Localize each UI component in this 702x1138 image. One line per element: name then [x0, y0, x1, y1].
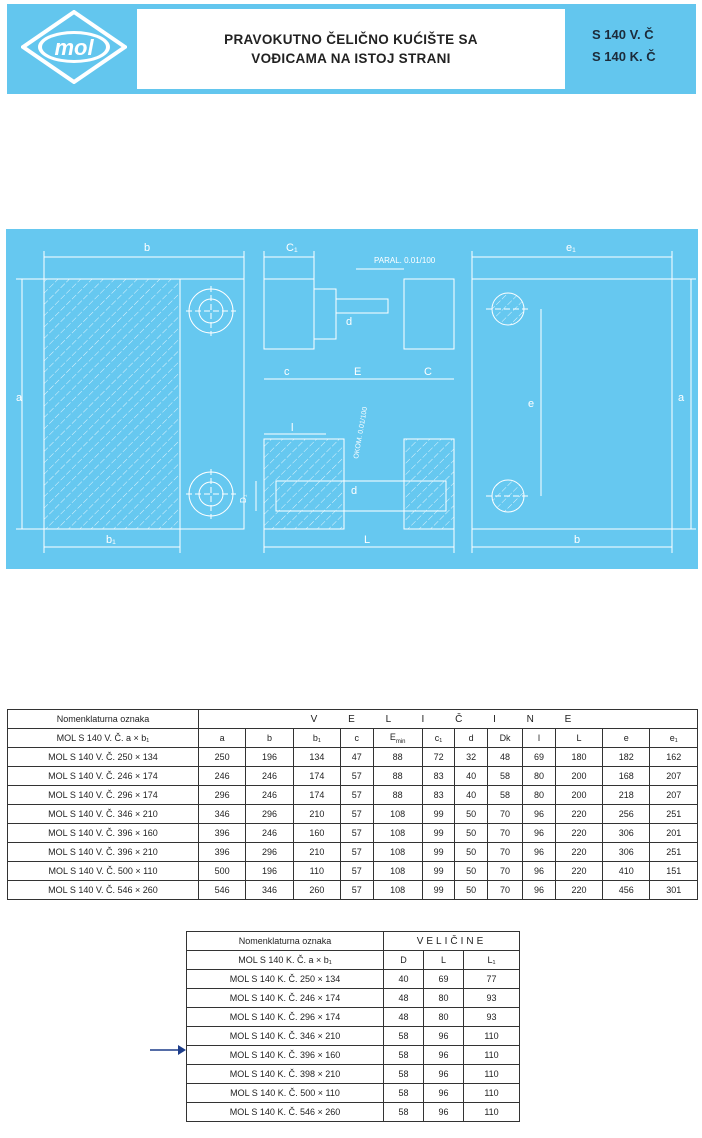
table-row — [187, 1084, 520, 1103]
cell-value: 250 — [199, 748, 246, 767]
table1-col-header: L — [555, 729, 602, 748]
dim-b: b — [144, 242, 151, 254]
cell-value: 251 — [650, 805, 698, 824]
cell-value: 207 — [650, 786, 698, 805]
cell-value: 110 — [293, 862, 340, 881]
okom-note: OKOM. 0.01/100 — [353, 406, 370, 460]
dim-c: c — [284, 366, 290, 378]
cell-value: 110 — [464, 1103, 520, 1122]
dim-b1: b₁ — [106, 534, 116, 546]
table1-col-header: e — [603, 729, 650, 748]
cell-value: 70 — [487, 862, 522, 881]
table-row — [8, 843, 698, 862]
cell-value: 246 — [246, 786, 293, 805]
cell-value: 108 — [373, 862, 422, 881]
cell-value: 99 — [422, 805, 455, 824]
cell-value: 40 — [455, 786, 488, 805]
row-name: MOL S 140 V. Č. 500 × 110 — [8, 862, 199, 881]
cell-value: 96 — [523, 805, 556, 824]
table-s140-vc — [7, 709, 698, 900]
table1-name-header: Nomenklaturna oznaka — [8, 710, 199, 729]
cell-value: 70 — [487, 805, 522, 824]
table-row — [8, 748, 698, 767]
cell-value: 296 — [199, 786, 246, 805]
cell-value: 96 — [424, 1103, 464, 1122]
pointer-arrow-icon — [150, 1044, 186, 1056]
cell-value: 110 — [464, 1046, 520, 1065]
cell-value: 200 — [555, 786, 602, 805]
cell-value: 220 — [555, 881, 602, 900]
cell-value: 246 — [199, 767, 246, 786]
dim-a: a — [16, 392, 23, 404]
cell-value: 80 — [523, 786, 556, 805]
cell-value: 83 — [422, 786, 455, 805]
cell-value: 57 — [341, 881, 374, 900]
dim-d-top: d — [346, 316, 353, 328]
table-row — [8, 824, 698, 843]
cell-value: 246 — [246, 767, 293, 786]
cell-value: 72 — [422, 748, 455, 767]
cell-value: 70 — [487, 881, 522, 900]
cell-value: 180 — [555, 748, 602, 767]
cell-value: 80 — [424, 1008, 464, 1027]
cell-value: 96 — [523, 824, 556, 843]
cell-value: 110 — [464, 1084, 520, 1103]
table2-col-header: L₁ — [464, 951, 520, 970]
cell-value: 69 — [424, 970, 464, 989]
table-row — [187, 1008, 520, 1027]
table1-col-header: a — [199, 729, 246, 748]
table-row — [187, 1065, 520, 1084]
cell-value: 396 — [199, 824, 246, 843]
cell-value: 296 — [246, 843, 293, 862]
cell-value: 48 — [384, 989, 424, 1008]
cell-value: 48 — [384, 1008, 424, 1027]
row-name: MOL S 140 K. Č. 396 × 160 — [187, 1046, 384, 1065]
cell-value: 200 — [555, 767, 602, 786]
table1-group-header: V E L I Č I N E — [199, 710, 698, 729]
table-row — [187, 1103, 520, 1122]
cell-value: 58 — [384, 1027, 424, 1046]
table-s140-kc — [186, 931, 520, 1122]
dim-L: L — [364, 534, 371, 546]
cell-value: 50 — [455, 862, 488, 881]
cell-value: 210 — [293, 843, 340, 862]
cell-value: 50 — [455, 881, 488, 900]
cell-value: 220 — [555, 824, 602, 843]
cell-value: 174 — [293, 786, 340, 805]
dim-E: E — [354, 366, 362, 378]
dim-d-bottom: d — [351, 485, 358, 497]
dim-a-right: a — [678, 392, 685, 404]
table1-col-header: b — [246, 729, 293, 748]
cell-value: 110 — [464, 1065, 520, 1084]
cell-value: 77 — [464, 970, 520, 989]
cell-value: 96 — [424, 1027, 464, 1046]
right-view — [472, 251, 696, 553]
cell-value: 96 — [523, 881, 556, 900]
cell-value: 69 — [523, 748, 556, 767]
cell-value: 196 — [246, 748, 293, 767]
cell-value: 58 — [487, 786, 522, 805]
cell-value: 57 — [341, 786, 374, 805]
row-name: MOL S 140 V. Č. 346 × 210 — [8, 805, 199, 824]
mol-logo-icon — [21, 10, 127, 84]
cell-value: 151 — [650, 862, 698, 881]
table1-col-header — [373, 729, 422, 748]
row-name: MOL S 140 V. Č. 246 × 174 — [8, 767, 199, 786]
cell-value: 50 — [455, 843, 488, 862]
table-row — [8, 786, 698, 805]
cell-value: 80 — [523, 767, 556, 786]
table1-col-header: c — [341, 729, 374, 748]
cell-value: 58 — [384, 1046, 424, 1065]
cell-value: 57 — [341, 824, 374, 843]
paral-note: PARAL. 0.01/100 — [374, 256, 436, 265]
col-E-label: E — [389, 731, 396, 742]
cell-value: 96 — [424, 1084, 464, 1103]
code-k: S 140 K. Č — [592, 49, 656, 64]
table-row — [8, 805, 698, 824]
cell-value: 108 — [373, 843, 422, 862]
cell-value: 70 — [487, 824, 522, 843]
cell-value: 80 — [424, 989, 464, 1008]
cell-value: 346 — [199, 805, 246, 824]
table1-subheader: MOL S 140 V. Č. a × b₁ — [8, 729, 199, 748]
row-name: MOL S 140 K. Č. 246 × 174 — [187, 989, 384, 1008]
table2-group-header: VELIČINE — [384, 932, 520, 951]
cell-value: 40 — [455, 767, 488, 786]
code-v: S 140 V. Č — [592, 27, 654, 42]
table1-col-header: b₁ — [293, 729, 340, 748]
title-box — [137, 9, 565, 89]
cell-value: 32 — [455, 748, 488, 767]
cell-value: 70 — [487, 843, 522, 862]
row-name: MOL S 140 K. Č. 346 × 210 — [187, 1027, 384, 1046]
cell-value: 220 — [555, 843, 602, 862]
title-line-1: PRAVOKUTNO ČELIČNO KUĆIŠTE SA — [224, 32, 478, 47]
cell-value: 88 — [373, 786, 422, 805]
row-name: MOL S 140 K. Č. 250 × 134 — [187, 970, 384, 989]
cell-value: 99 — [422, 862, 455, 881]
row-name: MOL S 140 V. Č. 546 × 260 — [8, 881, 199, 900]
cell-value: 83 — [422, 767, 455, 786]
cell-value: 58 — [384, 1084, 424, 1103]
cell-value: 306 — [603, 843, 650, 862]
cell-value: 57 — [341, 767, 374, 786]
cell-value: 134 — [293, 748, 340, 767]
table1-col-header: d — [455, 729, 488, 748]
cell-value: 108 — [373, 881, 422, 900]
table1-col-header: c₁ — [422, 729, 455, 748]
row-name: MOL S 140 V. Č. 396 × 160 — [8, 824, 199, 843]
row-name: MOL S 140 K. Č. 546 × 260 — [187, 1103, 384, 1122]
header-band — [7, 4, 696, 94]
cell-value: 207 — [650, 767, 698, 786]
cell-value: 108 — [373, 805, 422, 824]
cell-value: 306 — [603, 824, 650, 843]
dim-b-right: b — [574, 534, 581, 546]
cell-value: 201 — [650, 824, 698, 843]
dim-e: e — [528, 398, 535, 410]
cell-value: 396 — [199, 843, 246, 862]
cell-value: 57 — [341, 862, 374, 881]
cell-value: 296 — [246, 805, 293, 824]
cell-value: 48 — [487, 748, 522, 767]
cell-value: 96 — [523, 862, 556, 881]
cell-value: 346 — [246, 881, 293, 900]
cell-value: 168 — [603, 767, 650, 786]
cell-value: 301 — [650, 881, 698, 900]
cell-value: 196 — [246, 862, 293, 881]
row-name: MOL S 140 V. Č. 396 × 210 — [8, 843, 199, 862]
cell-value: 182 — [603, 748, 650, 767]
dim-D1: D₁ — [239, 494, 248, 503]
row-name: MOL S 140 V. Č. 296 × 174 — [8, 786, 199, 805]
cell-value: 220 — [555, 805, 602, 824]
cell-value: 96 — [523, 843, 556, 862]
table-row — [187, 989, 520, 1008]
row-name: MOL S 140 V. Č. 250 × 134 — [8, 748, 199, 767]
side-view — [256, 251, 454, 553]
cell-value: 410 — [603, 862, 650, 881]
cell-value: 218 — [603, 786, 650, 805]
cell-value: 93 — [464, 989, 520, 1008]
cell-value: 50 — [455, 805, 488, 824]
cell-value: 58 — [384, 1065, 424, 1084]
technical-drawing — [6, 229, 698, 569]
row-name: MOL S 140 K. Č. 296 × 174 — [187, 1008, 384, 1027]
cell-value: 96 — [424, 1065, 464, 1084]
dim-C: C — [424, 366, 432, 378]
table2-col-header: L — [424, 951, 464, 970]
cell-value: 47 — [341, 748, 374, 767]
dim-e1: e₁ — [566, 242, 576, 254]
logo-text: mol — [54, 35, 94, 60]
row-name: MOL S 140 K. Č. 398 × 210 — [187, 1065, 384, 1084]
table-row — [187, 1046, 520, 1065]
cell-value: 57 — [341, 843, 374, 862]
cell-value: 246 — [246, 824, 293, 843]
front-view — [16, 251, 244, 553]
cell-value: 174 — [293, 767, 340, 786]
cell-value: 96 — [424, 1046, 464, 1065]
cell-value: 88 — [373, 748, 422, 767]
cell-value: 110 — [464, 1027, 520, 1046]
cell-value: 88 — [373, 767, 422, 786]
table1-col-header: e₁ — [650, 729, 698, 748]
cell-value: 93 — [464, 1008, 520, 1027]
cell-value: 251 — [650, 843, 698, 862]
table1-col-header: Dk — [487, 729, 522, 748]
table-row — [8, 881, 698, 900]
product-codes — [592, 24, 656, 68]
cell-value: 57 — [341, 805, 374, 824]
cell-value: 50 — [455, 824, 488, 843]
cell-value: 256 — [603, 805, 650, 824]
row-name: MOL S 140 K. Č. 500 × 110 — [187, 1084, 384, 1103]
cell-value: 260 — [293, 881, 340, 900]
cell-value: 58 — [384, 1103, 424, 1122]
cell-value: 58 — [487, 767, 522, 786]
table1-col-header: l — [523, 729, 556, 748]
title-line-2: VOĐICAMA NA ISTOJ STRANI — [251, 51, 451, 66]
cell-value: 162 — [650, 748, 698, 767]
cell-value: 99 — [422, 881, 455, 900]
table-row — [8, 767, 698, 786]
cell-value: 210 — [293, 805, 340, 824]
table2-subheader: MOL S 140 K. Č. a × b₁ — [187, 951, 384, 970]
cell-value: 160 — [293, 824, 340, 843]
dim-l: l — [291, 422, 294, 434]
cell-value: 40 — [384, 970, 424, 989]
table-row — [8, 862, 698, 881]
cell-value: 99 — [422, 843, 455, 862]
cell-value: 99 — [422, 824, 455, 843]
table-row — [187, 1027, 520, 1046]
table2-name-header: Nomenklaturna oznaka — [187, 932, 384, 951]
cell-value: 500 — [199, 862, 246, 881]
cell-value: 546 — [199, 881, 246, 900]
cell-value: 108 — [373, 824, 422, 843]
emin-subscript: min — [395, 738, 406, 745]
cell-value: 220 — [555, 862, 602, 881]
table2-col-header: D — [384, 951, 424, 970]
dim-c1: C₁ — [286, 242, 298, 254]
cell-value: 456 — [603, 881, 650, 900]
table-row — [187, 970, 520, 989]
